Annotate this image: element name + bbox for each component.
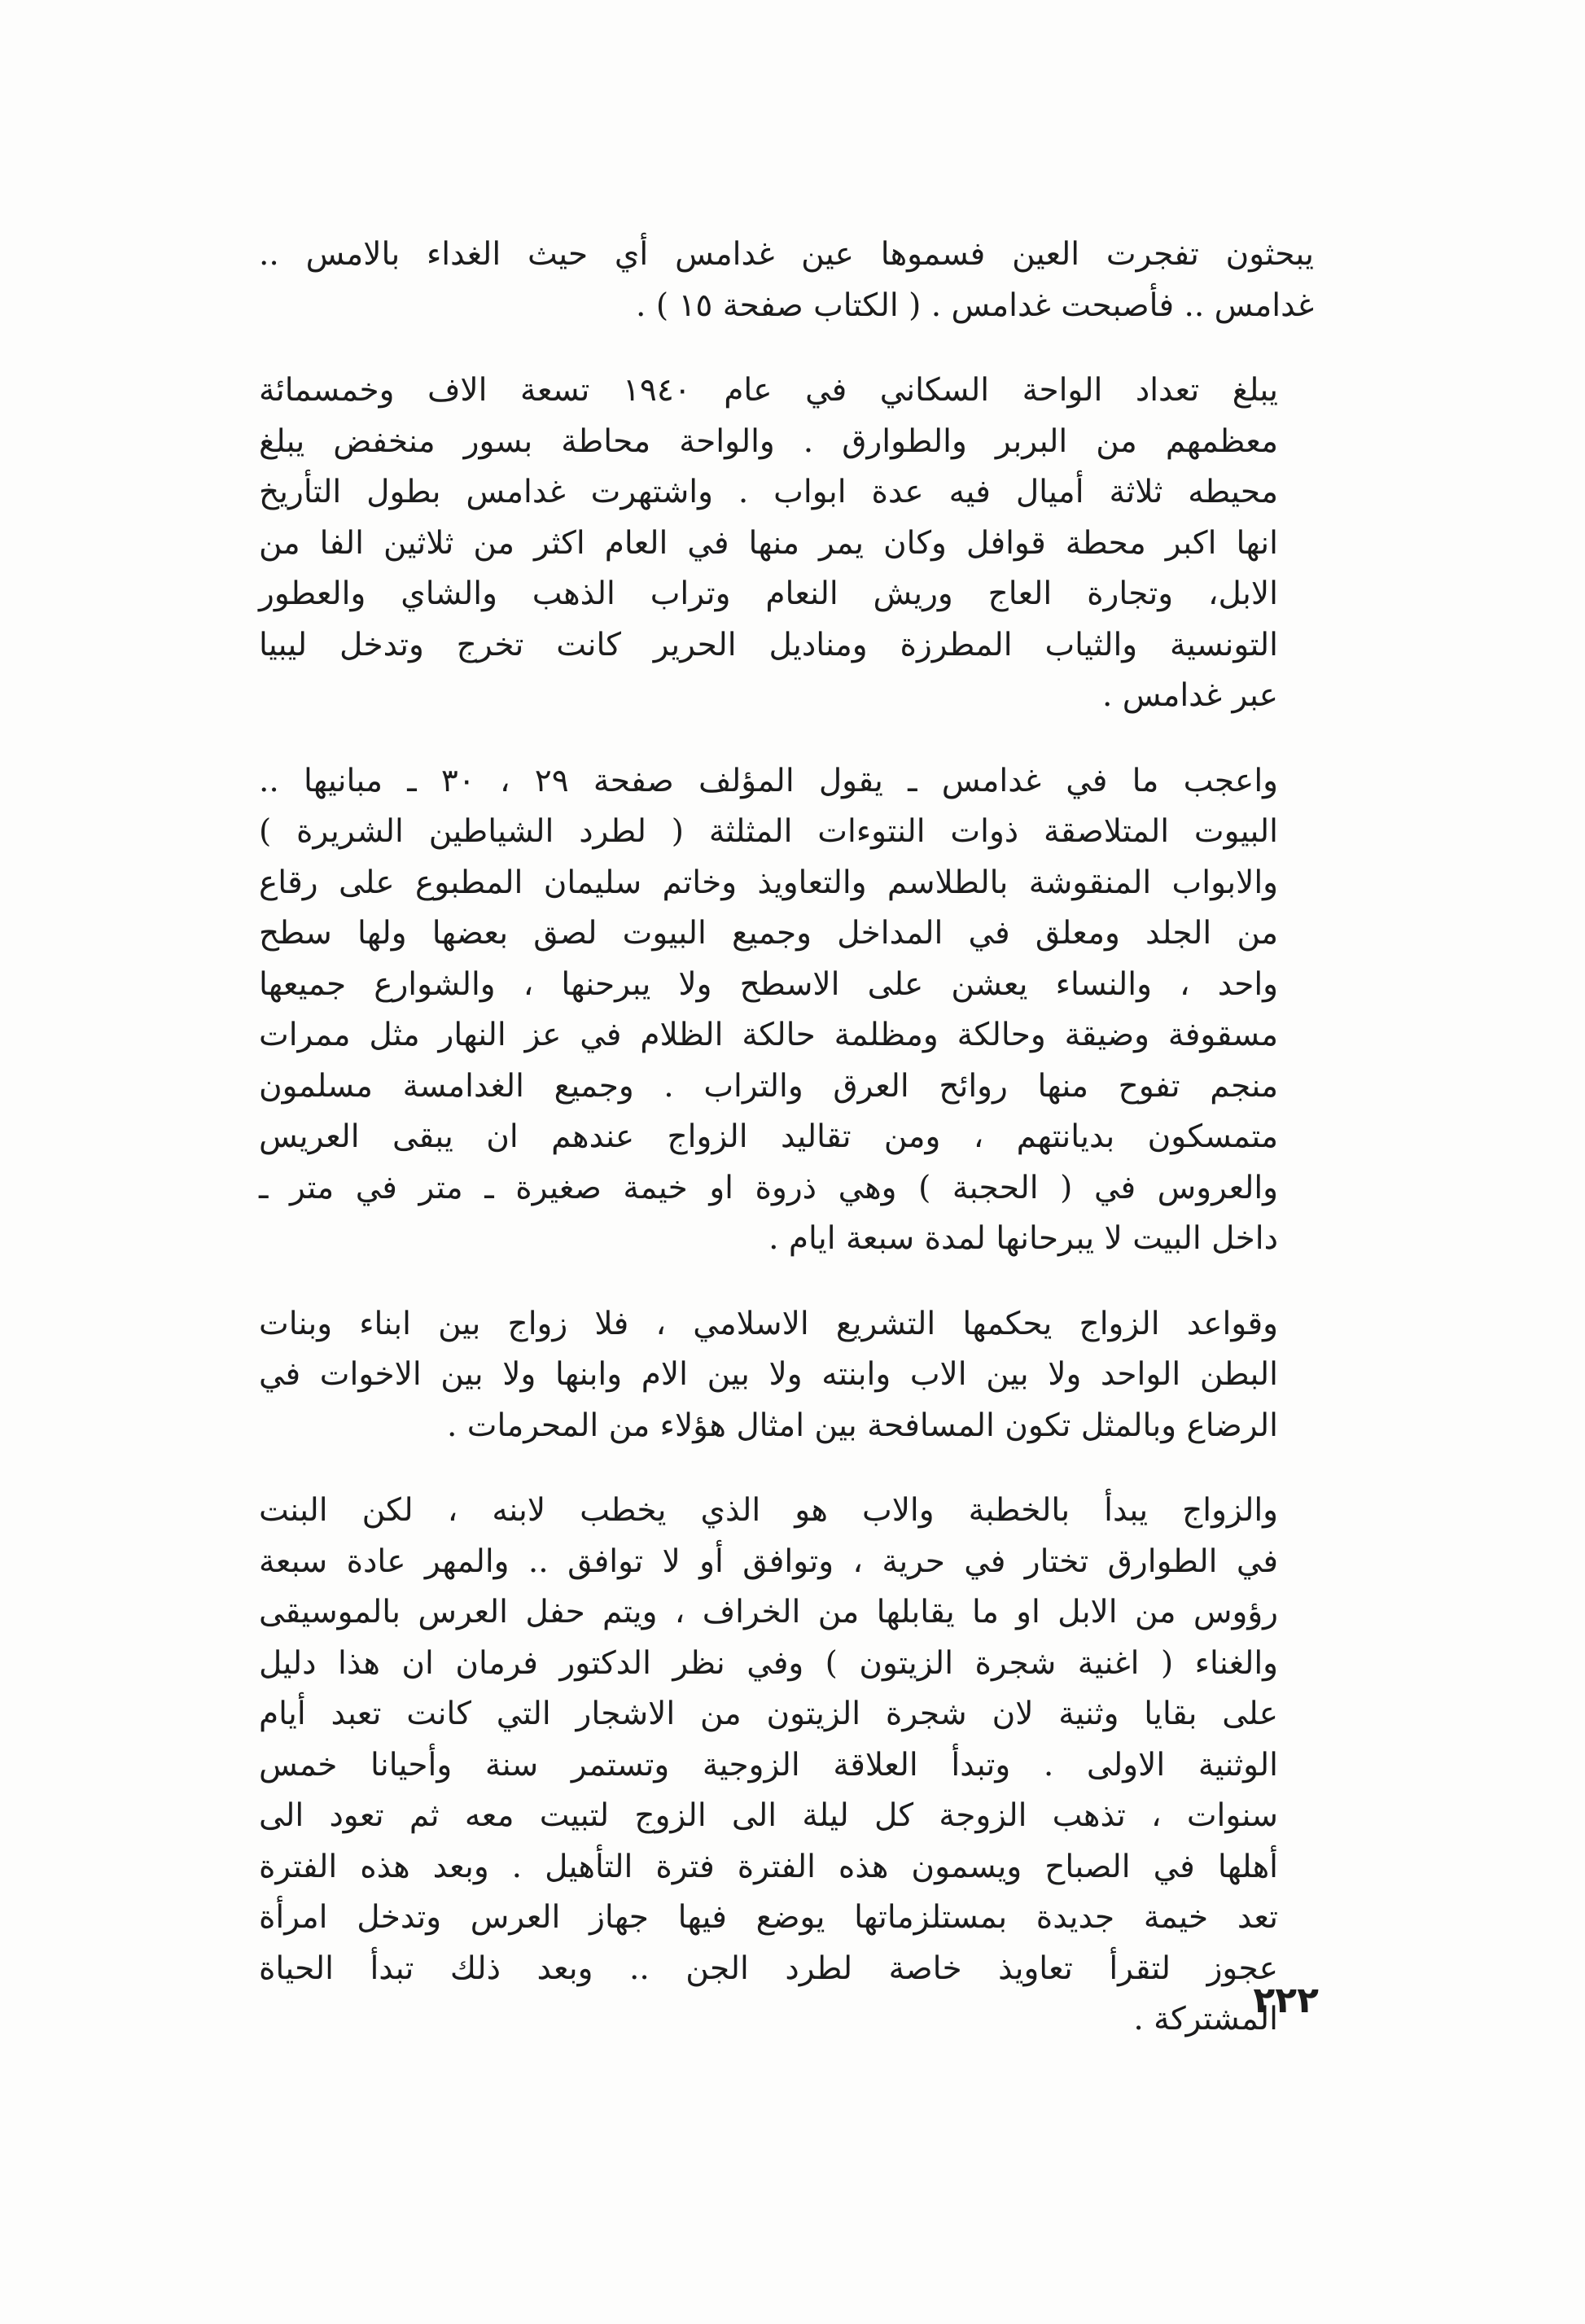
text-line: محيطه ثلاثة أميال فيه عدة ابواب . واشتهرت غدامس بطول التأريخ: [259, 474, 1278, 510]
text-line: البطن الواحد ولا بين الاب وابنته ولا بين الام وابنها ولا بين الاخوات في: [259, 1356, 1278, 1393]
text-line: الوثنية الاولى . وتبدأ العلاقة الزوجية وتستمر سنة وأحيانا خمس: [259, 1746, 1278, 1783]
text-line: الرضاع وبالمثل تكون المسافحة بين امثال هؤلاء من المحرمات .: [447, 1407, 1278, 1444]
text-line: واعجب ما في غدامس ـ يقول المؤلف صفحة ٢٩ ، ٣٠ ـ مبانيها ..: [259, 762, 1278, 799]
text-line: من الجلد ومعلق في المداخل وجميع البيوت لصق بعضها ولها سطح: [259, 915, 1278, 952]
text-line: رؤوس من الابل او ما يقابلها من الخراف ، ويتم حفل العرس بالموسيقى: [259, 1594, 1278, 1630]
text-line: وقواعد الزواج يحكمها التشريع الاسلامي ، فلا زواج بين ابناء وبنات: [259, 1305, 1278, 1342]
text-line: تعد خيمة جديدة بمستلزماتها يوضع فيها جهاز العرس وتدخل امرأة: [259, 1899, 1278, 1936]
paragraph-2: [259, 365, 1314, 722]
text-line: عبر غدامس .: [1101, 677, 1278, 714]
text-line: يبحثون تفجرت العين فسموها عين غدامس أي حيث الغداء بالامس ..: [259, 236, 1314, 273]
text-line: والزواج يبدأ بالخطبة والاب هو الذي يخطب لابنه ، لكن البنت: [259, 1492, 1278, 1529]
text-line: داخل البيت لا يبرحانها لمدة سبعة ايام .: [768, 1220, 1278, 1257]
page-number: ٢٢٢: [1253, 1980, 1319, 2021]
text-line: انها اكبر محطة قوافل وكان يمر منها في العام اكثر من ثلاثين الفا من: [259, 524, 1278, 562]
text-line: سنوات ، تذهب الزوجة كل ليلة الى الزوج لتبيت معه ثم تعود الى: [259, 1797, 1278, 1834]
text-line: في الطوارق تختار في حرية ، وتوافق أو لا توافق .. والمهر عادة سبعة: [259, 1543, 1278, 1580]
text-line: المشتركة .: [1133, 2001, 1278, 2037]
paragraph-5: [259, 1486, 1314, 2046]
text-line: عجوز لتقرأ تعاويذ خاصة لطرد الجن .. وبعد ذلك تبدأ الحياة: [259, 1950, 1278, 1987]
paragraph-1: [259, 230, 1314, 331]
body-text: [259, 230, 1314, 2080]
text-line: والغناء ( اغنية شجرة الزيتون ) وفي نظر الدكتور فرمان ان هذا دليل: [259, 1644, 1278, 1682]
text-line: والعروس في ( الحجبة ) وهي ذروة او خيمة صغيرة ـ متر في متر ـ: [259, 1169, 1278, 1206]
text-line: والابواب المنقوشة بالطلاسم والتعاويذ وخاتم سليمان المطبوع على رقاع: [259, 864, 1278, 901]
text-line: يبلغ تعداد الواحة السكاني في عام ١٩٤٠ تسعة الاف وخمسمائة: [259, 372, 1278, 409]
text-line: متمسكون بديانتهم ، ومن تقاليد الزواج عندهم ان يبقى العريس: [259, 1118, 1278, 1155]
text-line: واحد ، والنساء يعشن على الاسطح ولا يبرحنها ، والشوارع جميعها: [259, 965, 1278, 1003]
text-line: منجم تفوح منها روائح العرق والتراب . وجميع الغدامسة مسلمون: [259, 1067, 1278, 1105]
text-line: البيوت المتلاصقة ذوات النتوءات المثلثة ( لطرد الشياطين الشريرة ): [259, 813, 1278, 850]
text-line: على بقايا وثنية لان شجرة الزيتون من الاشجار التي كانت تعبد أيام: [259, 1696, 1278, 1732]
text-line: مسقوفة وضيقة وحالكة ومظلمة حالكة الظلام في عز النهار مثل ممرات: [259, 1017, 1278, 1053]
text-line: غدامس .. فأصبحت غدامس . ( الكتاب صفحة ١٥ ) .: [636, 287, 1314, 324]
text-line: أهلها في الصباح ويسمون هذه الفترة فترة التأهيل . وبعد هذه الفترة: [259, 1848, 1278, 1885]
paragraph-3: [259, 756, 1314, 1265]
paragraph-4: [259, 1299, 1314, 1452]
text-line: الابل، وتجارة العاج وريش النعام وتراب الذهب والشاي والعطور: [259, 576, 1278, 612]
text-line: معظمهم من البربر والطوارق . والواحة محاطة بسور منخفض يبلغ: [259, 422, 1278, 460]
text-line: التونسية والثياب المطرزة ومناديل الحرير كانت تخرج وتدخل ليبيا: [259, 626, 1278, 663]
